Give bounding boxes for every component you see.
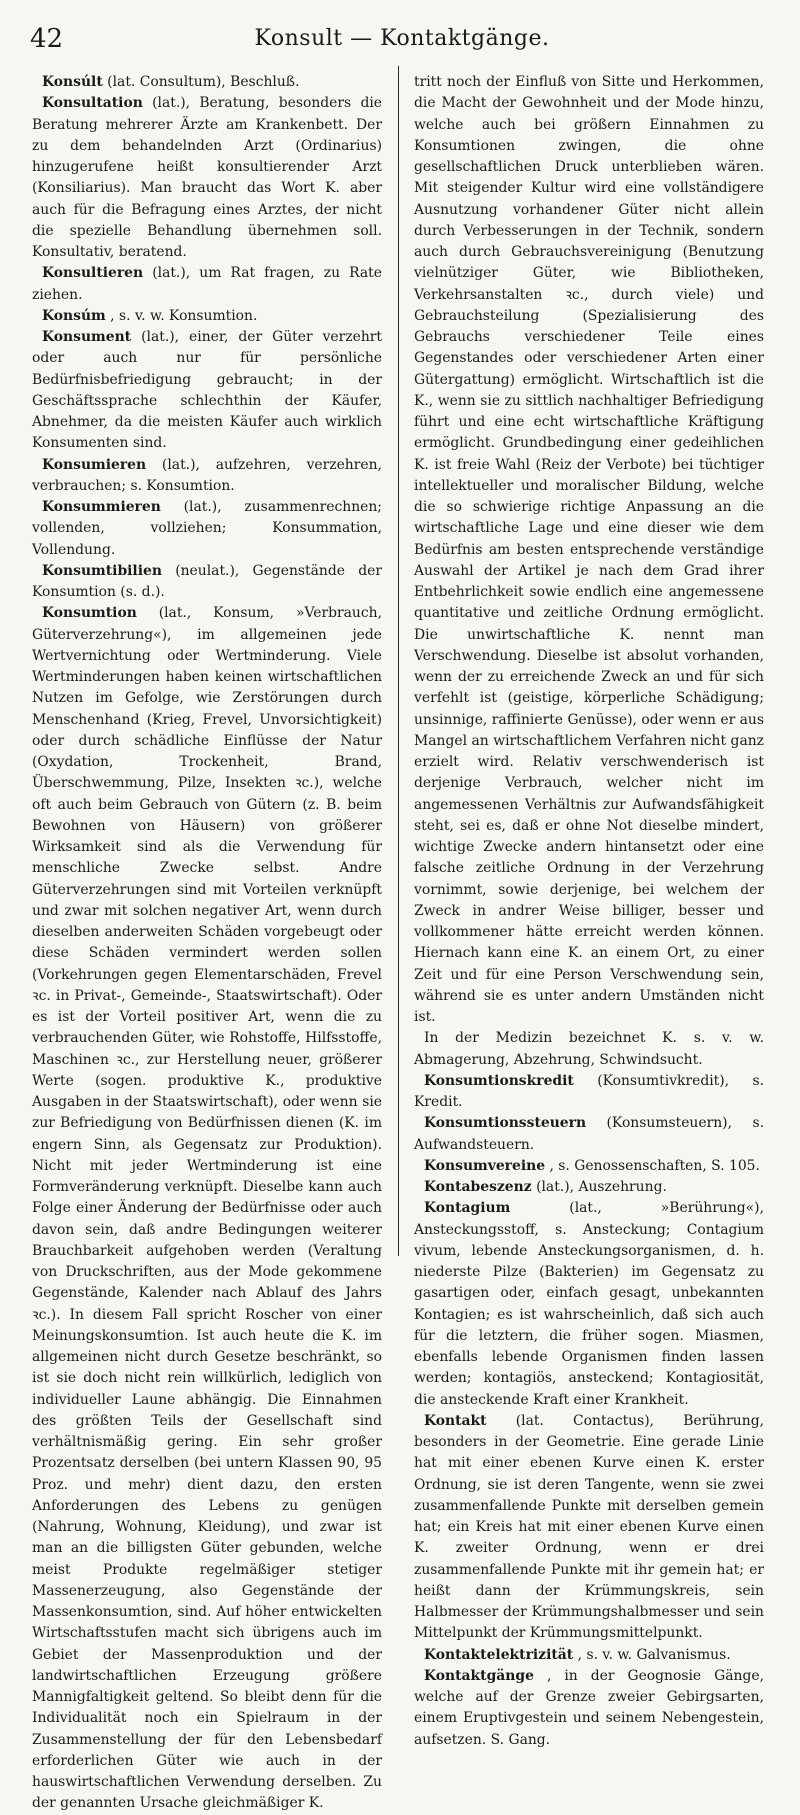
entry-text: (lat.), um Rat fragen, zu Rate ziehen.	[32, 265, 382, 303]
entry-headword: Kontakt	[424, 1412, 487, 1429]
entry-headword: Konsumvereine	[424, 1157, 546, 1174]
dictionary-entry	[32, 263, 382, 306]
dictionary-entry	[414, 1645, 764, 1666]
dictionary-entry	[414, 1071, 764, 1114]
entry-headword: Konsúm	[42, 307, 106, 324]
column-divider	[398, 66, 399, 1256]
entry-headword: Konsultieren	[42, 265, 144, 282]
dictionary-entry	[32, 497, 382, 561]
entry-text: , s. v. w. Galvanismus.	[577, 1646, 731, 1663]
entry-text: (Konsumsteuern), s. Aufwandsteuern.	[414, 1115, 764, 1153]
entry-text: , s. Genossenschaften, S. 105.	[549, 1157, 760, 1174]
entry-headword: Konsummieren	[42, 499, 161, 515]
dictionary-entry	[32, 455, 382, 498]
entry-text: In der Medizin bezeichnet K. s. v. w. Abmagerung, Abzehrung, Schwindsucht.	[414, 1030, 764, 1068]
entry-headword: Konsument	[42, 329, 132, 345]
page-header	[30, 20, 774, 60]
dictionary-entry	[414, 1411, 764, 1645]
dictionary-entry	[32, 603, 382, 1814]
entry-text: (Konsumtivkredit), s. Kredit.	[414, 1072, 765, 1110]
dictionary-entry	[32, 306, 382, 327]
entry-text: , in der Geognosie Gänge, welche auf der Grenze zweier Gebirgsarten, einem Eruptivgestein und seinem Nebengestein, aufsetzen. S. Gang.	[414, 1667, 764, 1748]
dictionary-entry	[414, 1028, 764, 1071]
entry-headword: Kontagium	[424, 1200, 511, 1217]
entry-headword: Kontabeszenz	[424, 1179, 532, 1195]
entry-text: (lat.), einer, der Güter verzehrt oder auch nur für persönliche Bedürfnisbefriedigung gebraucht; in der Geschäftssprache schlechthin der Käufer, Abnehmer, da die meisten Käufer auch wirklich Konsumenten sind.	[32, 329, 382, 452]
right-column	[414, 72, 765, 1748]
running-title: Konsult — Kontaktgänge.	[254, 26, 550, 51]
dictionary-entry	[414, 1113, 764, 1156]
entry-headword: Konsumtion	[42, 605, 137, 622]
dictionary-entry	[32, 93, 382, 263]
entry-text: (lat., Konsum, »Verbrauch, Güterverzehrung«), im allgemeinen jede Wertvernichtung oder Wertminderung. Viele Wertminderungen haben keinen wirtschaftlichen Nutzen im Gefolge, wie Zerstörungen durch Menschenhand (Krieg, Frevel, Unvorsichtigkeit) oder durch schädliche Einflüsse der Natur (Oxydation, Trockenheit, Brand, Überschwemmung, Pilze, Insekten ꝛc.), welche oft auch beim Gebrauch von Gütern (z. B. beim Bewohnen von Häusern) von größerer Wirksamkeit sind als die Verwendung für menschliche Zwecke selbst. Andre Güterverzehrungen sind mit Vorteilen verknüpft und zwar mit solchen negativer Art, wenn durch dieselben anderweiten Schäden vorgebeugt oder diese Schäden vermindert werden sollen (Vorkehrungen gegen Elementarschäden, Frevel ꝛc. in Privat-, Gemeinde-, Staatswirtschaft). Oder es ist der Vorteil positiver Art, wenn die zu verbrauchenden Güter, wie Rohstoffe, Hilfsstoffe, Maschinen ꝛc., zur Herstellung neuer, größerer Werte (sogen. produktive K., produktive Ausgaben in der Staatswirtschaft), oder wenn sie zur Befriedigung von Bedürfnissen dienen (K. im engern Sinn, als Gegensatz zur Produktion). Nicht mit jeder Wertminderung ist eine Formveränderung verknüpft. Dieselbe kann auch Folge einer Änderung der Bedürfnisse oder auch davon sein, daß andre Bedingungen weiterer Brauchbarkeit aufgehoben werden (Veraltung von Druckschriften, aus der Mode gekommene Gegenstände, Kalender nach Ablauf des Jahrs ꝛc.). In diesem Fall spricht Roscher von einer Meinungskonsumtion. Ist auch heute die K. im allgemeinen nicht durch Gesetze beschränkt, so ist sie doch nicht rein willkürlich, lediglich von individueller Laune abhängig. Die Einnahmen des größten Teils der Gesellschaft sind verhältnismäßig gering. Ein sehr großer Prozentsatz derselben (bei untern Klassen 90, 95 Proz. und mehr) dient dazu, den ersten Anforderungen des Lebens zu genügen (Nahrung, Wohnung, Kleidung), und zwar ist man an die billigsten Güter gebunden, welche meist Produkte regelmäßiger stetiger Massenerzeugung, also Gegenstände der Massenkonsumtion, sind. Auf höher entwickelten Wirtschaftsstufen macht sich übrigens auch im Gebiet der Massenproduktion und der landwirtschaftlichen Erzeugung größere Mannigfaltigkeit geltend. So bleibt denn für die Individualität noch ein Spielraum in der Zusammenstellung der für den Lebensbedarf erforderlichen Güter wie auch in der hauswirtschaftlichen Verwendung derselben. Zu der genannten Ursache gleichmäßiger K.	[32, 605, 382, 1812]
entry-text: (lat. Consultum), Beschluß.	[107, 74, 300, 90]
dictionary-entry	[414, 1666, 764, 1751]
entry-headword: Konsumtionskredit	[424, 1072, 574, 1089]
page-number: 42	[30, 24, 64, 54]
entry-text: (lat., »Berührung«), Ansteckungsstoff, s. Ansteckung; Contagium vivum, lebende Ansteckungsorganismen, d. h. niederste Pilze (Bakterien) im Gegensatz zu gasartigen oder, einfach gesagt, unbekannten Kontagien; es ist wahrscheinlich, daß sich auch für die letztern, die früher sogen. Miasmen, ebenfalls lebende Organismen finden lassen werden; kontagiös, ansteckend; Kontagiosität, die ansteckende Kraft einer Krankheit.	[414, 1200, 764, 1408]
dictionary-entry	[32, 561, 382, 604]
entry-headword: Kontaktelektrizität	[424, 1646, 574, 1663]
entry-text: (neulat.), Gegenstände der Konsumtion (s. d.).	[32, 562, 382, 600]
entry-headword: Kontaktgänge	[424, 1667, 534, 1684]
entry-text: (lat.), Beratung, besonders die Beratung mehrerer Ärzte am Krankenbett. Der zu dem behandelnden Arzt (Ordinarius) hinzugerufene heißt konsultierender Arzt (Konsiliarius). Man braucht das Wort K. aber auch für die Befragung eines Arztes, der nicht die spezielle Behandlung übernehmen soll. Konsultativ, beratend.	[32, 95, 382, 260]
left-column	[32, 72, 382, 1812]
entry-headword: Konsultation	[42, 95, 143, 112]
dictionary-entry	[414, 1198, 764, 1411]
entry-headword: Konsumieren	[42, 456, 147, 473]
entry-text: (lat.), Auszehrung.	[536, 1179, 667, 1195]
entry-headword: Konsumtionssteuern	[424, 1115, 587, 1132]
entry-text: , s. v. w. Konsumtion.	[110, 307, 258, 324]
entry-headword: Konsumtibilien	[42, 562, 162, 579]
dictionary-entry	[414, 1156, 764, 1177]
entry-text: (lat. Contactus), Berührung, besonders in der Geometrie. Eine gerade Linie hat mit einer ebenen Kurve einen K. erster Ordnung, sie ist deren Tangente, wenn sie zwei zusammenfallende Punkte mit derselben gemein hat; ein Kreis hat mit einer ebenen Kurve einen K. zweiter Ordnung, wenn er drei zusammenfallende Punkte mit ihr gemein hat; er heißt dann der Krümmungskreis, sein Halbmesser der Krümmungshalbmesser und sein Mittelpunkt der Krümmungsmittelpunkt.	[414, 1412, 765, 1642]
dictionary-entry	[414, 72, 764, 1028]
entry-headword: Konsúlt	[42, 74, 103, 90]
dictionary-entry	[32, 72, 382, 93]
entry-text: (lat.), aufzehren, verzehren, verbrauchen; s. Konsumtion.	[32, 456, 382, 494]
dictionary-entry	[32, 327, 382, 455]
entry-text: (lat.), zusammenrechnen; vollenden, vollziehen; Konsummation, Vollendung.	[32, 499, 382, 558]
dictionary-entry	[414, 1177, 764, 1198]
entry-text: tritt noch der Einfluß von Sitte und Herkommen, die Macht der Gewohnheit und der Mode hinzu, welche auch bei größern Einnahmen zu Konsumtionen zwingen, die ohne gesellschaftlichen Druck unterblieben wären. Mit steigender Kultur wird eine vollständigere Ausnutzung vorhandener Güter nicht allein durch Verbesserungen in der Technik, sondern auch durch Gebrauchsvereinigung (Benutzung vielnütziger Güter, wie Bibliotheken, Verkehrsanstalten ꝛc., durch viele) und Gebrauchsteilung (Spezialisierung des Gebrauchs verschiedener Teile eines Gegenstandes oder verschiedener Arten einer Gütergattung) ermöglicht. Wirtschaftlich ist die K., wenn sie zu sittlich nachhaltiger Befriedigung führt und eine echt wirtschaftliche Kräftigung ermöglicht. Grundbedingung einer gedeihlichen K. ist freie Wahl (Reiz der Verbote) bei tüchtiger intellektueller und moralischer Bildung, welche die so schwierige richtige Anpassung an die wirtschaftliche Lage und eine dieser wie dem Bedürfnis am besten entsprechende verständige Auswahl der Artikel je nach dem Grad ihrer Entbehrlichkeit sowie endlich eine angemessene quantitative und zeitliche Ordnung ermöglicht. Die unwirtschaftliche K. nennt man Verschwendung. Dieselbe ist absolut vorhanden, wenn der zu erreichende Zweck an und für sich verfehlt ist (geistige, körperliche Schädigung; unsinnige, raffinierte Genüsse), oder wenn er aus Mangel an wirtschaftlichem Verfahren nicht ganz erzielt wird. Relativ verschwenderisch ist derjenige Verbrauch, welcher nicht im angemessenen Verhältnis zur Aufwandsfähigkeit steht, sei es, daß er ohne Not dieselbe mindert, wichtige Zwecke andern hintansetzt oder eine falsche zeitliche Ordnung in der Verzehrung vornimmt, sowie derjenige, bei welchem der Zweck in andrer Weise billiger, besser und vollkommener hätte erreicht werden können. Hiernach kann eine K. an einem Ort, zu einer Zeit und für eine Person Verschwendung sein, während sie es unter andern Umständen nicht ist.	[414, 74, 764, 1025]
